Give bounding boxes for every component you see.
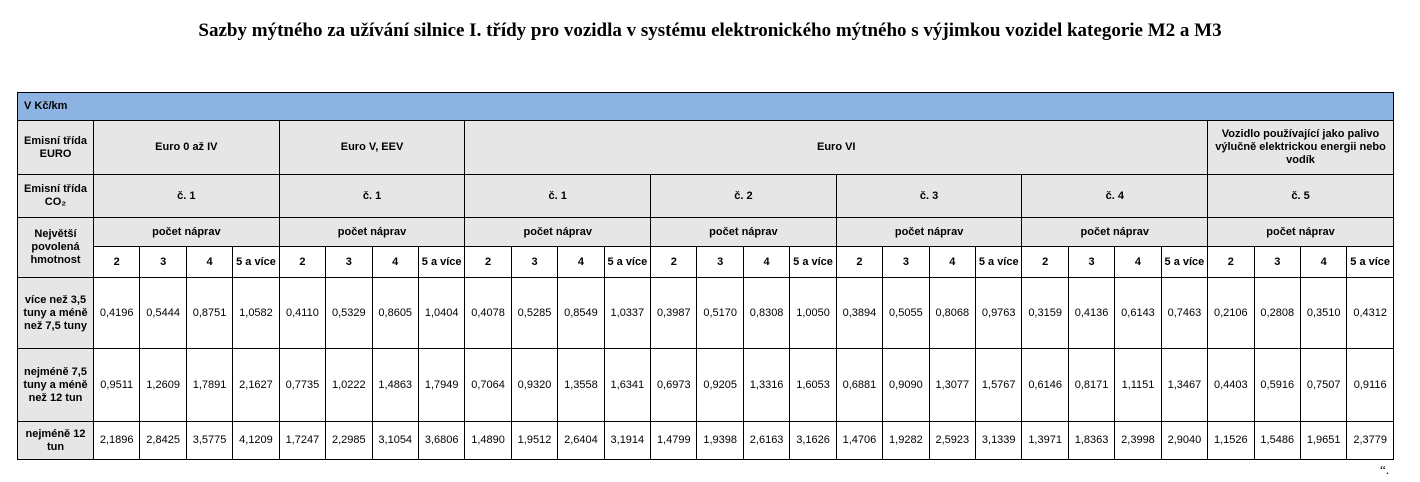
co2-group-header: č. 4 <box>1022 175 1208 218</box>
axle-count-caption: počet náprav <box>94 218 280 247</box>
toll-rate-cell: 2,6404 <box>558 422 604 460</box>
toll-rate-cell: 2,3998 <box>1115 422 1161 460</box>
toll-rate-cell: 2,8425 <box>140 422 186 460</box>
toll-rate-cell: 0,7064 <box>465 349 511 422</box>
axle-count-cell: 5 a více <box>233 247 279 278</box>
toll-rate-cell: 1,9512 <box>511 422 557 460</box>
toll-rate-cell: 0,6143 <box>1115 278 1161 349</box>
axle-count-cell: 5 a více <box>604 247 650 278</box>
toll-rate-cell: 1,0222 <box>326 349 372 422</box>
toll-rate-cell: 0,4078 <box>465 278 511 349</box>
toll-rate-cell: 1,7891 <box>186 349 232 422</box>
weight-category-label: více než 3,5 tuny a méně než 7,5 tuny <box>18 278 94 349</box>
toll-rate-cell: 0,8605 <box>372 278 418 349</box>
toll-rate-cell: 1,1526 <box>1208 422 1254 460</box>
toll-rate-cell: 1,1151 <box>1115 349 1161 422</box>
toll-rate-cell: 3,1339 <box>976 422 1022 460</box>
toll-rate-cell: 0,9116 <box>1347 349 1394 422</box>
euro-group-header: Euro 0 až IV <box>94 121 280 175</box>
toll-rate-cell: 0,3894 <box>836 278 882 349</box>
toll-rate-cell: 1,3077 <box>929 349 975 422</box>
toll-rate-cell: 0,3987 <box>651 278 697 349</box>
co2-group-header: č. 3 <box>836 175 1022 218</box>
co2-group-header: č. 2 <box>651 175 837 218</box>
toll-rate-cell: 1,0582 <box>233 278 279 349</box>
toll-rate-cell: 0,9763 <box>976 278 1022 349</box>
axle-count-cell: 3 <box>1254 247 1300 278</box>
toll-rate-cell: 0,4110 <box>279 278 325 349</box>
toll-rate-cell: 0,2808 <box>1254 278 1300 349</box>
toll-rate-table <box>17 92 1394 460</box>
axle-count-cell: 4 <box>929 247 975 278</box>
toll-rate-cell: 2,5923 <box>929 422 975 460</box>
toll-rate-cell: 0,4312 <box>1347 278 1394 349</box>
toll-rate-cell: 1,2609 <box>140 349 186 422</box>
weight-category-label: nejméně 12 tun <box>18 422 94 460</box>
toll-rate-cell: 1,6341 <box>604 349 650 422</box>
toll-rate-cell: 1,6053 <box>790 349 836 422</box>
toll-rate-cell: 1,3467 <box>1161 349 1207 422</box>
axle-count-caption: počet náprav <box>1022 218 1208 247</box>
toll-rate-cell: 0,9090 <box>883 349 929 422</box>
euro-group-header: Vozidlo používající jako palivo výlučně elektrickou energii nebo vodík <box>1208 121 1394 175</box>
toll-rate-cell: 2,1627 <box>233 349 279 422</box>
toll-rate-cell: 0,7735 <box>279 349 325 422</box>
closing-quote-mark: “. <box>1380 462 1390 477</box>
toll-rate-cell: 1,0404 <box>418 278 464 349</box>
toll-rate-cell: 1,4890 <box>465 422 511 460</box>
toll-rate-cell: 0,9205 <box>697 349 743 422</box>
axle-count-cell: 5 a více <box>976 247 1022 278</box>
toll-rate-cell: 2,6163 <box>743 422 789 460</box>
toll-rate-cell: 2,1896 <box>94 422 140 460</box>
toll-rate-cell: 1,0050 <box>790 278 836 349</box>
toll-rate-cell: 0,8549 <box>558 278 604 349</box>
axle-count-cell: 5 a více <box>418 247 464 278</box>
toll-rate-cell: 1,4706 <box>836 422 882 460</box>
co2-group-header: č. 1 <box>465 175 651 218</box>
toll-rate-cell: 1,4799 <box>651 422 697 460</box>
axle-count-cell: 4 <box>558 247 604 278</box>
toll-rate-cell: 3,1626 <box>790 422 836 460</box>
toll-rate-cell: 0,5170 <box>697 278 743 349</box>
page-title: Sazby mýtného za užívání silnice I. třídy pro vozidla v systému elektronického mýtného s výjimkou vozidel kategorie M2 a M3 <box>198 20 1222 41</box>
axle-count-caption: počet náprav <box>651 218 837 247</box>
toll-rate-cell: 0,2106 <box>1208 278 1254 349</box>
euro-class-header: Emisní třída EURO <box>18 121 94 175</box>
axle-count-cell: 3 <box>697 247 743 278</box>
axle-count-cell: 4 <box>1300 247 1346 278</box>
toll-rate-cell: 2,9040 <box>1161 422 1207 460</box>
axle-count-cell: 2 <box>465 247 511 278</box>
toll-rate-cell: 1,3558 <box>558 349 604 422</box>
axle-count-cell: 3 <box>883 247 929 278</box>
toll-rate-cell: 3,5775 <box>186 422 232 460</box>
axle-count-caption: počet náprav <box>1208 218 1394 247</box>
toll-rate-cell: 1,4863 <box>372 349 418 422</box>
toll-rate-cell: 1,3971 <box>1022 422 1068 460</box>
toll-rate-cell: 0,5444 <box>140 278 186 349</box>
toll-rate-cell: 0,5329 <box>326 278 372 349</box>
co2-group-header: č. 1 <box>94 175 280 218</box>
axle-count-cell: 5 a více <box>1161 247 1207 278</box>
toll-rate-cell: 2,2985 <box>326 422 372 460</box>
toll-rate-cell: 0,8068 <box>929 278 975 349</box>
toll-rate-cell: 1,5486 <box>1254 422 1300 460</box>
axle-count-cell: 2 <box>651 247 697 278</box>
toll-rate-cell: 0,3510 <box>1300 278 1346 349</box>
toll-rate-cell: 1,9282 <box>883 422 929 460</box>
toll-rate-cell: 0,5285 <box>511 278 557 349</box>
toll-rate-cell: 0,3159 <box>1022 278 1068 349</box>
axle-count-cell: 4 <box>743 247 789 278</box>
toll-rate-cell: 0,4196 <box>94 278 140 349</box>
toll-rate-cell: 1,8363 <box>1068 422 1114 460</box>
toll-rate-cell: 0,9320 <box>511 349 557 422</box>
axle-count-cell: 2 <box>1022 247 1068 278</box>
toll-rate-cell: 0,6881 <box>836 349 882 422</box>
toll-rate-cell: 1,3316 <box>743 349 789 422</box>
axle-count-cell: 3 <box>1068 247 1114 278</box>
toll-rate-cell: 3,1054 <box>372 422 418 460</box>
weight-category-label: nejméně 7,5 tuny a méně než 12 tun <box>18 349 94 422</box>
toll-rate-cell: 0,6146 <box>1022 349 1068 422</box>
axle-count-cell: 3 <box>326 247 372 278</box>
toll-rate-cell: 0,7507 <box>1300 349 1346 422</box>
axle-count-cell: 2 <box>279 247 325 278</box>
toll-rate-cell: 1,9398 <box>697 422 743 460</box>
co2-class-header: Emisní třída CO₂ <box>18 175 94 218</box>
axle-count-cell: 4 <box>186 247 232 278</box>
toll-rate-cell: 1,9651 <box>1300 422 1346 460</box>
toll-rate-cell: 3,6806 <box>418 422 464 460</box>
unit-label-band: V Kč/km <box>18 93 1394 121</box>
axle-count-caption: počet náprav <box>836 218 1022 247</box>
axle-count-cell: 4 <box>372 247 418 278</box>
axle-count-caption: počet náprav <box>465 218 651 247</box>
toll-rate-cell: 2,3779 <box>1347 422 1394 460</box>
euro-group-header: Euro V, EEV <box>279 121 465 175</box>
toll-rate-cell: 1,7247 <box>279 422 325 460</box>
toll-rate-cell: 0,8751 <box>186 278 232 349</box>
toll-rate-cell: 0,4136 <box>1068 278 1114 349</box>
toll-rate-cell: 1,5767 <box>976 349 1022 422</box>
axle-count-cell: 5 a více <box>790 247 836 278</box>
axle-count-cell: 5 a více <box>1347 247 1394 278</box>
axle-count-caption: počet náprav <box>279 218 465 247</box>
axle-count-cell: 2 <box>836 247 882 278</box>
toll-rate-cell: 1,7949 <box>418 349 464 422</box>
axle-count-cell: 2 <box>1208 247 1254 278</box>
toll-rate-cell: 0,4403 <box>1208 349 1254 422</box>
axle-count-cell: 4 <box>1115 247 1161 278</box>
max-weight-header: Největší povolená hmotnost <box>18 218 94 278</box>
toll-rate-cell: 0,6973 <box>651 349 697 422</box>
toll-rate-cell: 0,8171 <box>1068 349 1114 422</box>
toll-rate-cell: 0,5055 <box>883 278 929 349</box>
axle-count-cell: 2 <box>94 247 140 278</box>
toll-rate-cell: 0,5916 <box>1254 349 1300 422</box>
axle-count-cell: 3 <box>140 247 186 278</box>
toll-rate-cell: 1,0337 <box>604 278 650 349</box>
toll-rate-cell: 0,7463 <box>1161 278 1207 349</box>
co2-group-header: č. 5 <box>1208 175 1394 218</box>
co2-group-header: č. 1 <box>279 175 465 218</box>
toll-rate-cell: 0,9511 <box>94 349 140 422</box>
toll-rate-cell: 0,8308 <box>743 278 789 349</box>
euro-group-header: Euro VI <box>465 121 1208 175</box>
toll-rate-cell: 3,1914 <box>604 422 650 460</box>
toll-rate-cell: 4,1209 <box>233 422 279 460</box>
axle-count-cell: 3 <box>511 247 557 278</box>
